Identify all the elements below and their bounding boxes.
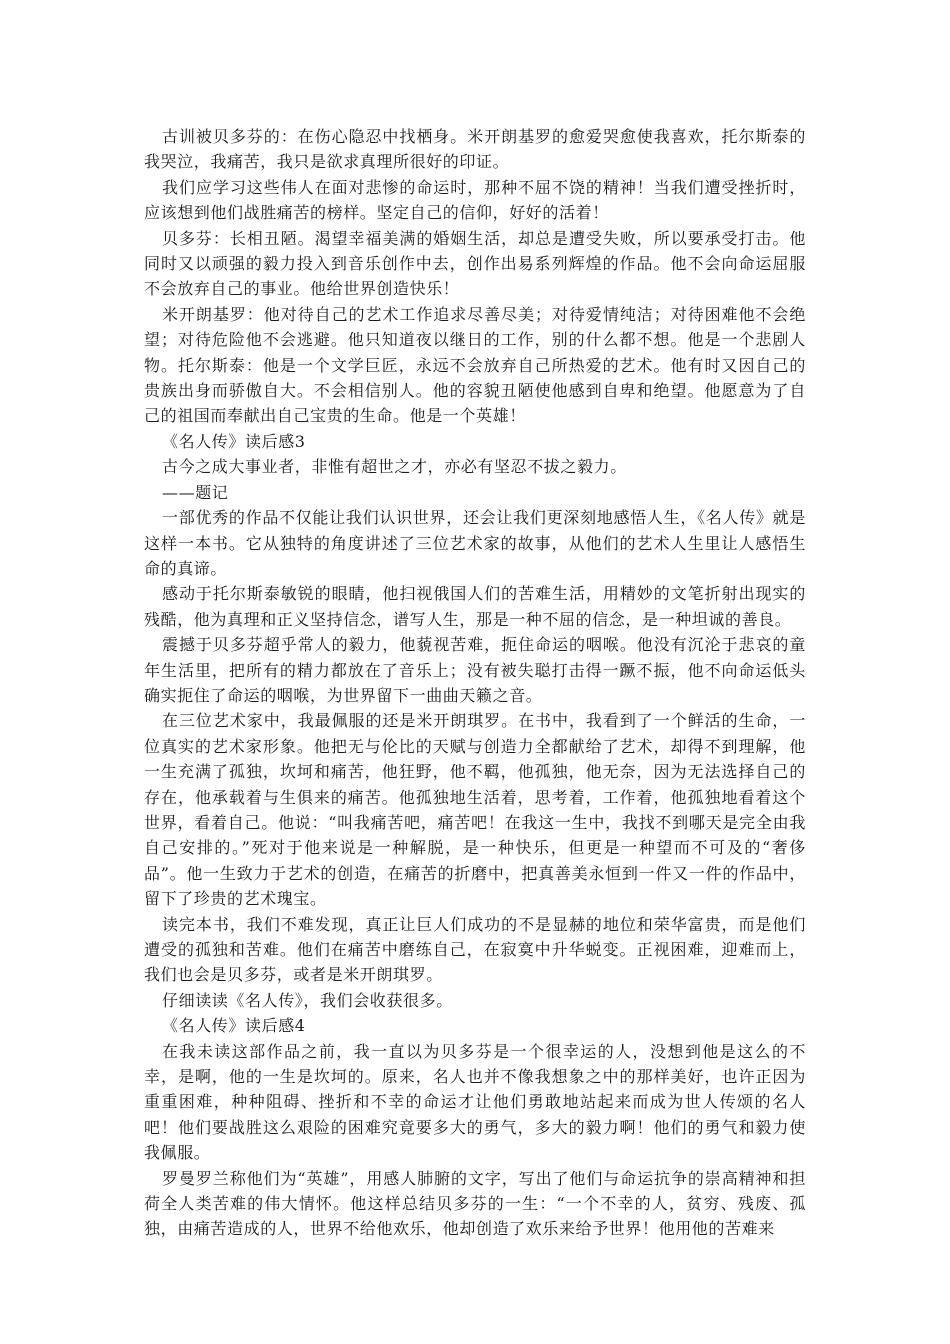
paragraph: 读完本书，我们不难发现，真正让巨人们成功的不是显赫的地位和荣华富贵，而是他们遭受的孤独和苦难。他们在痛苦中磨练自己，在寂寞中升华蜕变。正视困难，迎难而上，我们也会是贝多芬，或者是米开朗琪罗。 bbox=[144, 914, 806, 985]
paragraph: 米开朗基罗：他对待自己的艺术工作追求尽善尽美；对待爱情纯洁；对待困难他不会绝望；对待危险他不会逃避。他只知道夜以继日的工作，别的什么都不想。他是一个悲剧人物。托尔斯泰：他是一个文学巨匠，永远不会放弃自己所热爱的艺术。他有时又因自己的贵族出身而骄傲自大。不会相信别人。他的容貌丑陋使他感到自卑和绝望。他愿意为了自己的祖国而奉献出自己宝贵的生命。他是一个英雄！ bbox=[144, 304, 806, 426]
paragraph: 罗曼罗兰称他们为“英雄”，用感人肺腑的文字，写出了他们与命运抗争的崇高精神和担荷全人类苦难的伟大情怀。他这样总结贝多芬的一生：“一个不幸的人，贫穷、残废、孤独，由痛苦造成的人，世界不给他欢乐，他却创造了欢乐来给予世界！他用他的苦难来 bbox=[144, 1168, 806, 1239]
paragraph: ——题记 bbox=[162, 482, 229, 502]
paragraph: 贝多芬：长相丑陋。渴望幸福美满的婚姻生活，却总是遭受失败，所以要承受打击。他同时又以顽强的毅力投入到音乐创作中去，创作出易系列辉煌的作品。他不会向命运屈服不会放弃自己的事业。他给世界创造快乐！ bbox=[144, 228, 806, 299]
paragraph: 在我未读这部作品之前，我一直以为贝多芬是一个很幸运的人，没想到他是这么的不幸，是啊，他的一生是坎坷的。原来，名人也并不像我想象之中的那样美好，也许正因为重重困难，种种阻碍、挫折和不幸的命运才让他们勇敢地站起来而成为世人传颂的名人吧！他们要战胜这么艰险的困难究竟要多大的勇气，多大的毅力啊！他们的勇气和毅力使我佩服。 bbox=[144, 1041, 806, 1163]
paragraph: 仔细读读《名人传》，我们会收获很多。 bbox=[162, 990, 453, 1010]
paragraph: 一部优秀的作品不仅能让我们认识世界，还会让我们更深刻地感悟人生，《名人传》就是这样一本书。它从独特的角度讲述了三位艺术家的故事，从他们的艺术人生里让人感悟生命的真谛。 bbox=[144, 508, 806, 578]
section-heading: 《名人传》读后感4 bbox=[162, 1016, 306, 1036]
document-body bbox=[144, 124, 806, 1242]
paragraph: 感动于托尔斯泰敏锐的眼睛，他扫视俄国人们的苦难生活，用精妙的文笔折射出现实的残酷，他为真理和正义坚持信念，谱写人生，那是一种不屈的信念，是一种坦诚的善良。 bbox=[144, 584, 806, 629]
section-heading: 《名人传》读后感3 bbox=[162, 431, 306, 451]
paragraph: 古训被贝多芬的：在伤心隐忍中找栖身。米开朗基罗的愈爱哭愈使我喜欢，托尔斯泰的我哭泣，我痛苦，我只是欲求真理所很好的印证。 bbox=[144, 127, 806, 172]
paragraph: 在三位艺术家中，我最佩服的还是米开朗琪罗。在书中，我看到了一个鲜活的生命，一位真实的艺术家形象。他把无与伦比的天赋与创造力全都献给了艺术，却得不到理解，他一生充满了孤独，坎坷和痛苦，他狂野，他不羁，他孤独，他无奈，因为无法选择自己的存在，他承载着与生俱来的痛苦。他孤独地生活着，思考着，工作着，他孤独地看着这个世界，看着自己。他说：“叫我痛苦吧，痛苦吧！在我这一生中，我找不到哪天是完全由我自己安排的。”死对于他来说是一种解脱，是一种快乐，但更是一种望而不可及的“奢侈品”。他一生致力于艺术的创造，在痛苦的折磨中，把真善美永恒到一件又一件的作品中，留下了珍贵的艺术瑰宝。 bbox=[144, 711, 806, 909]
paragraph: 震撼于贝多芬超乎常人的毅力，他藐视苦难，扼住命运的咽喉。他没有沉沦于悲哀的童年生活里，把所有的精力都放在了音乐上；没有被失聪打击得一蹶不振，他不向命运低头确实扼住了命运的咽喉，为世界留下一曲曲天籁之音。 bbox=[144, 635, 806, 705]
paragraph: 古今之成大事业者，非惟有超世之才，亦必有坚忍不拔之毅力。 bbox=[162, 457, 627, 477]
paragraph: 我们应学习这些伟人在面对悲惨的命运时，那种不屈不饶的精神！当我们遭受挫折时，应该想到他们战胜痛苦的榜样。坚定自己的信仰，好好的活着！ bbox=[144, 177, 806, 223]
